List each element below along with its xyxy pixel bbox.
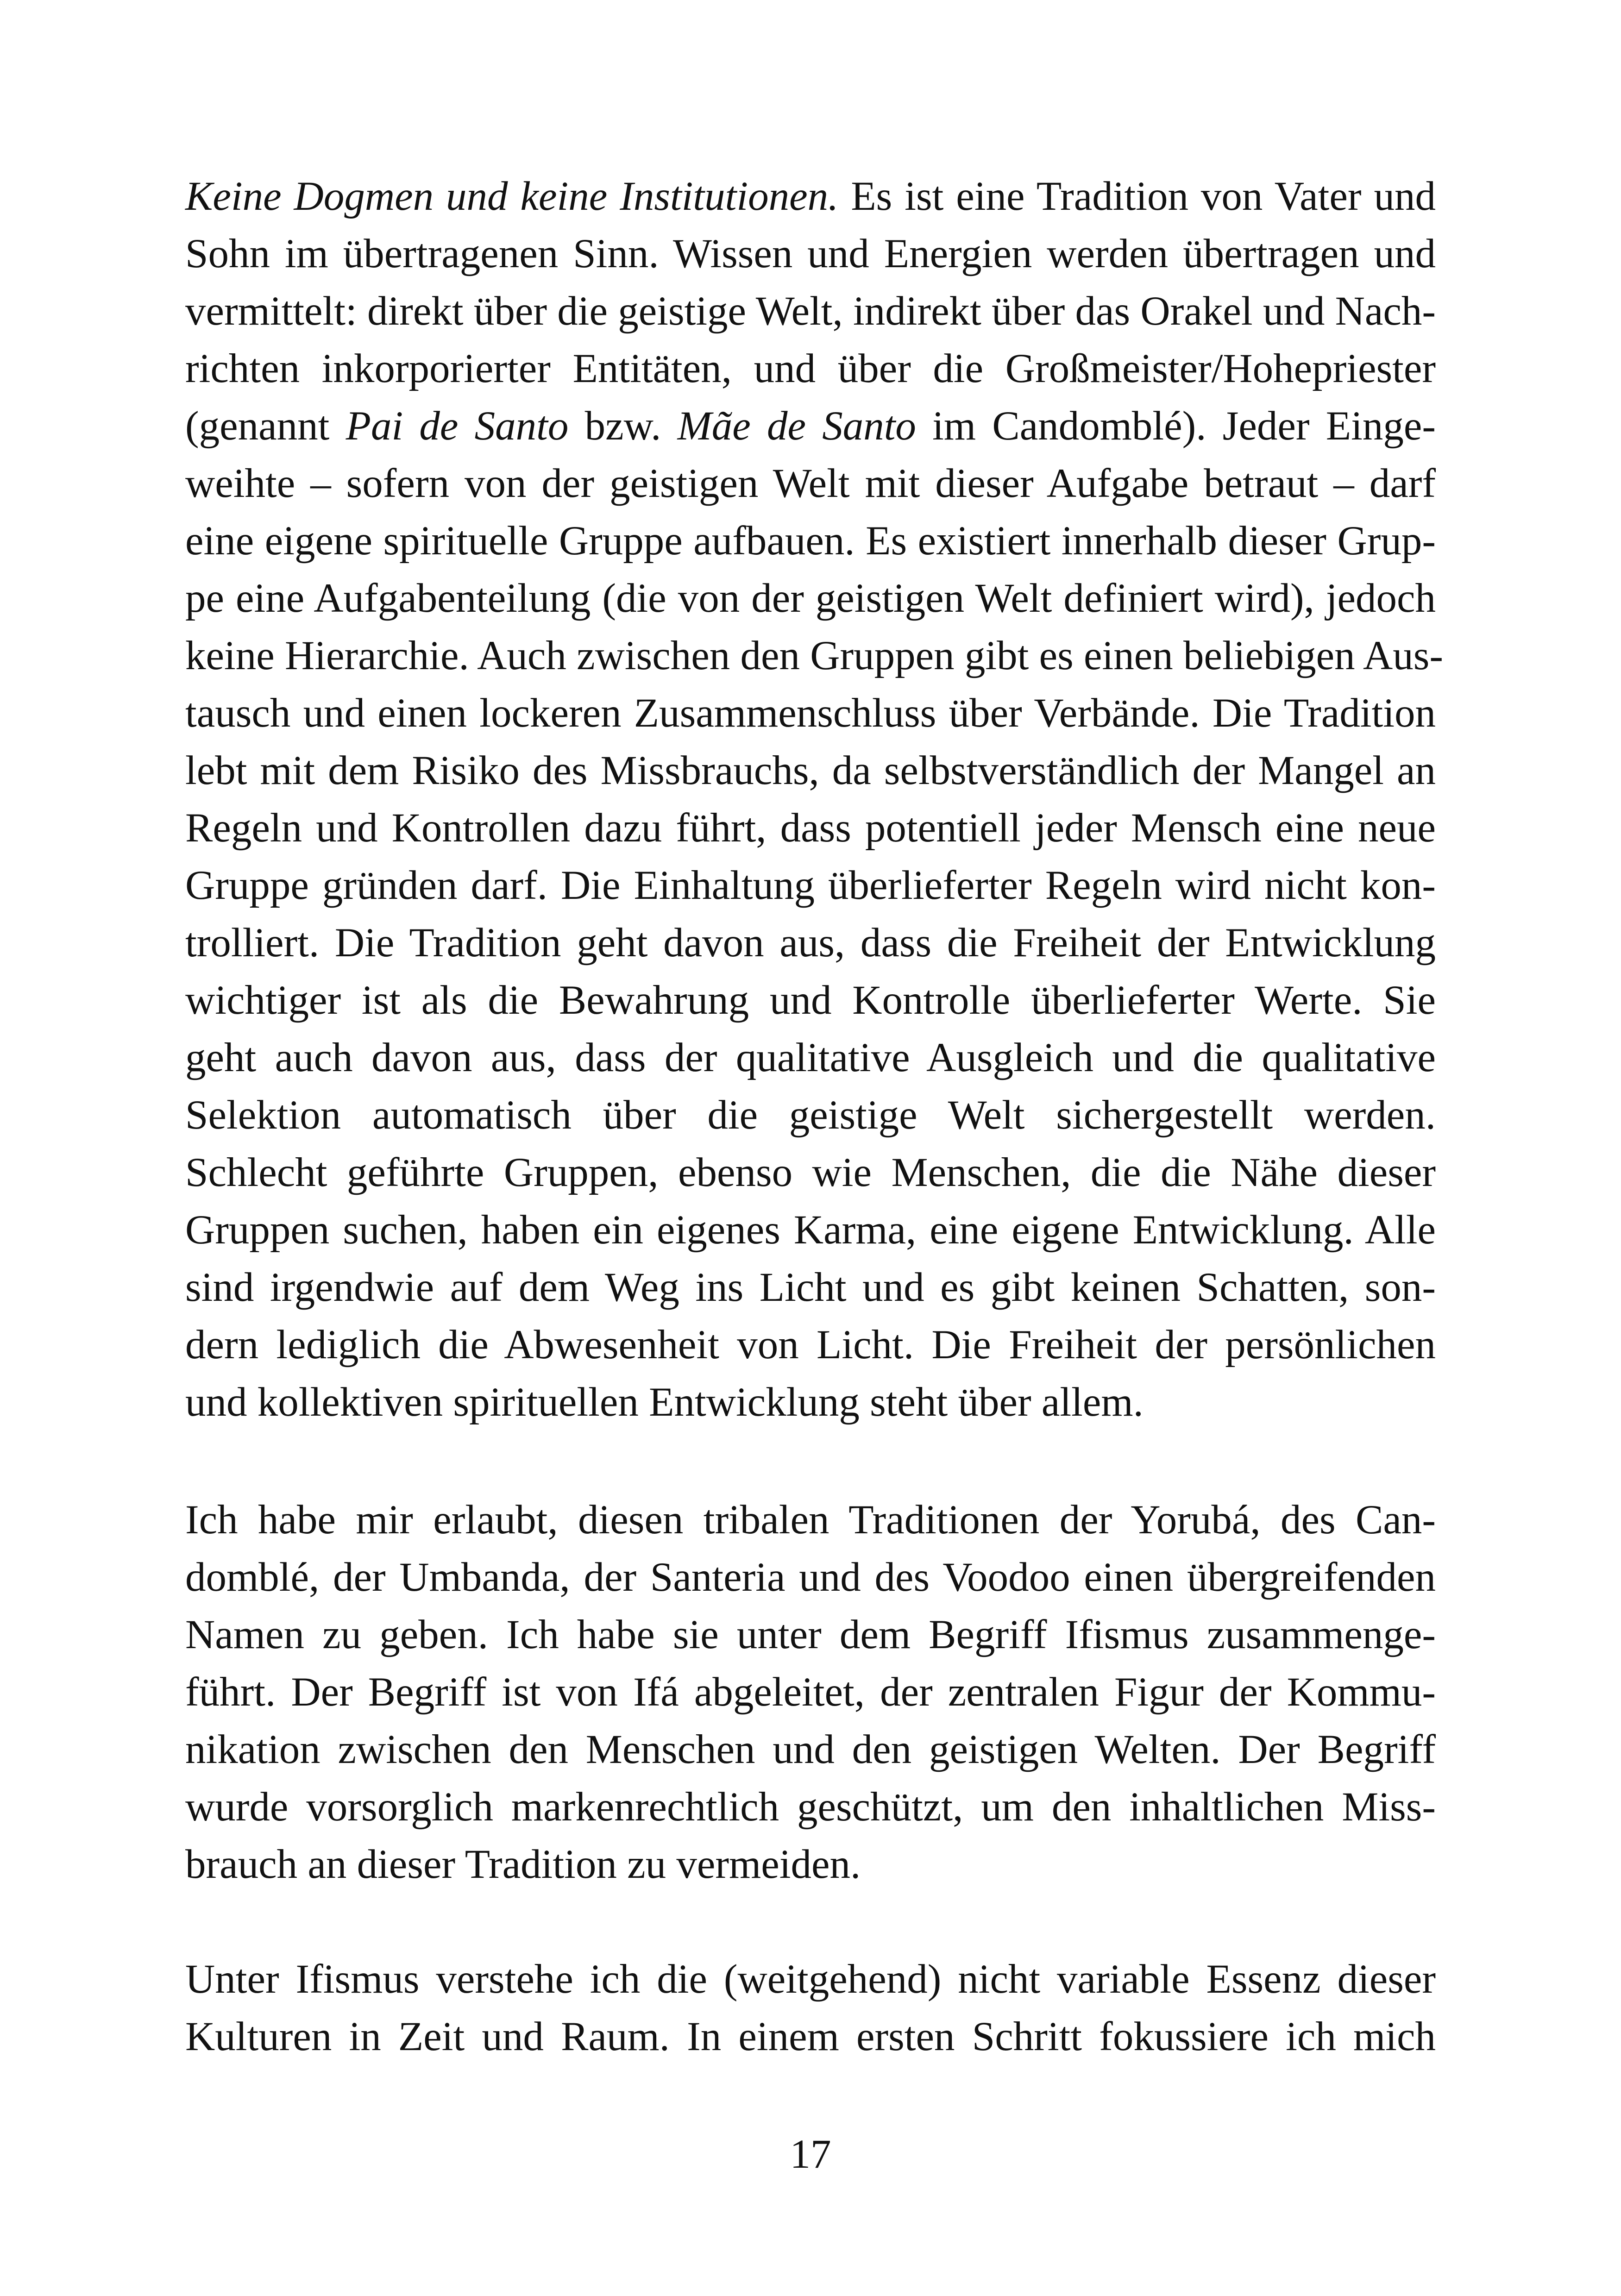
text-line: [185, 570, 1436, 627]
text-segment: pe eine Aufgabenteilung (die von der geistigen Welt definiert wird), jedoch: [185, 576, 1436, 621]
text-segment: wurde vorsorglich markenrechtlich geschützt, um den inhaltlichen Miss-: [185, 1784, 1436, 1830]
text-segment: Regeln und Kontrollen dazu führt, dass potentiell jeder Mensch eine neue: [185, 805, 1436, 851]
italic-text: Pai de Santo: [346, 403, 569, 449]
text-segment: Sohn im übertragenen Sinn. Wissen und Energien werden übertragen und: [185, 231, 1436, 276]
text-segment: eine eigene spirituelle Gruppe aufbauen. Es existiert innerhalb dieser Grup-: [185, 518, 1436, 564]
text-segment: Schlecht geführte Gruppen, ebenso wie Menschen, die die Nähe dieser: [185, 1150, 1436, 1195]
text-segment: Es ist eine Tradition von Vater und: [838, 174, 1436, 219]
text-segment: brauch an dieser Tradition zu vermeiden.: [185, 1842, 861, 1887]
italic-text: Keine Dogmen und keine Institutionen.: [185, 174, 839, 219]
text-line: [185, 1836, 1436, 1893]
text-segment: lebt mit dem Risiko des Missbrauchs, da selbstverständlich der Mangel an: [185, 748, 1436, 793]
text-segment: richten inkorporierter Entitäten, und über die Großmeister/Hohepriester: [185, 346, 1436, 391]
text-line: [185, 1374, 1436, 1431]
text-segment: trolliert. Die Tradition geht davon aus, dass die Freiheit der Entwicklung: [185, 920, 1436, 966]
text-segment: (genannt: [185, 403, 346, 449]
text-segment: Gruppen suchen, haben ein eigenes Karma, eine eigene Entwicklung. Alle: [185, 1207, 1436, 1253]
text-segment: geht auch davon aus, dass der qualitative Ausgleich und die qualitative: [185, 1035, 1436, 1080]
text-segment: wichtiger ist als die Bewahrung und Kontrolle überlieferter Werte. Sie: [185, 978, 1436, 1023]
text-line: [185, 397, 1436, 455]
text-segment: tausch und einen lockeren Zusammenschluss über Verbände. Die Tradition: [185, 690, 1436, 736]
text-segment: Gruppe gründen darf. Die Einhaltung überlieferter Regeln wird nicht kon-: [185, 863, 1436, 908]
text-segment: domblé, der Umbanda, der Santeria und des Voodoo einen übergreifenden: [185, 1555, 1436, 1600]
text-line: [185, 282, 1436, 340]
text-line: [185, 1259, 1436, 1316]
text-segment: nikation zwischen den Menschen und den geistigen Welten. Der Begriff: [185, 1727, 1436, 1772]
text-line: [185, 1549, 1436, 1606]
text-segment: bzw.: [568, 403, 678, 449]
text-line: [185, 455, 1436, 512]
text-line: [185, 1951, 1436, 2008]
text-segment: keine Hierarchie. Auch zwischen den Gruppen gibt es einen beliebigen Aus-: [185, 633, 1444, 678]
text-line: [185, 2008, 1436, 2065]
text-segment: Ich habe mir erlaubt, diesen tribalen Traditionen der Yorubá, des Can-: [185, 1497, 1436, 1543]
text-line: [185, 1144, 1436, 1201]
text-line: [185, 512, 1436, 570]
text-segment: Kulturen in Zeit und Raum. In einem ersten Schritt fokussiere ich mich: [185, 2014, 1436, 2059]
text-segment: im Candomblé). Jeder Einge-: [916, 403, 1436, 449]
text-line: [185, 1778, 1436, 1836]
paragraph-1: [185, 168, 1444, 1431]
paragraph-3: [185, 1951, 1436, 2065]
text-line: [185, 914, 1436, 972]
text-segment: vermittelt: direkt über die geistige Welt, indirekt über das Orakel und Nach-: [185, 289, 1436, 334]
text-segment: Namen zu geben. Ich habe sie unter dem Begriff Ifismus zusammenge-: [185, 1612, 1436, 1657]
text-line: [185, 627, 1444, 684]
text-line: [185, 1086, 1436, 1144]
text-segment: weihte – sofern von der geistigen Welt mit dieser Aufgabe betraut – darf: [185, 461, 1436, 506]
text-segment: und kollektiven spirituellen Entwicklung steht über allem.: [185, 1380, 1143, 1425]
paragraph-2: [185, 1491, 1436, 1893]
italic-text: Mãe de Santo: [677, 403, 916, 449]
text-line: [185, 742, 1436, 799]
text-segment: führt. Der Begriff ist von Ifá abgeleitet, der zentralen Figur der Kommu-: [185, 1669, 1436, 1715]
page-number: 17: [790, 2132, 831, 2177]
text-line: [185, 1316, 1436, 1374]
text-line: [185, 799, 1436, 857]
text-line: [185, 225, 1436, 282]
text-line: [185, 1491, 1436, 1549]
text-line: [185, 340, 1436, 397]
text-line: [185, 1029, 1436, 1086]
text-line: [185, 684, 1436, 742]
text-line: [185, 972, 1436, 1029]
text-segment: Selektion automatisch über die geistige Welt sichergestellt werden.: [185, 1092, 1436, 1138]
text-line: [185, 857, 1436, 914]
text-segment: Unter Ifismus verstehe ich die (weitgehend) nicht variable Essenz dieser: [185, 1957, 1436, 2002]
text-line: [185, 168, 1436, 225]
text-segment: dern lediglich die Abwesenheit von Licht. Die Freiheit der persönlichen: [185, 1322, 1436, 1368]
text-line: [185, 1663, 1436, 1721]
text-line: [185, 1606, 1436, 1663]
text-line: [185, 1201, 1436, 1259]
text-line: [185, 1721, 1436, 1778]
text-segment: sind irgendwie auf dem Weg ins Licht und es gibt keinen Schatten, son-: [185, 1265, 1436, 1310]
